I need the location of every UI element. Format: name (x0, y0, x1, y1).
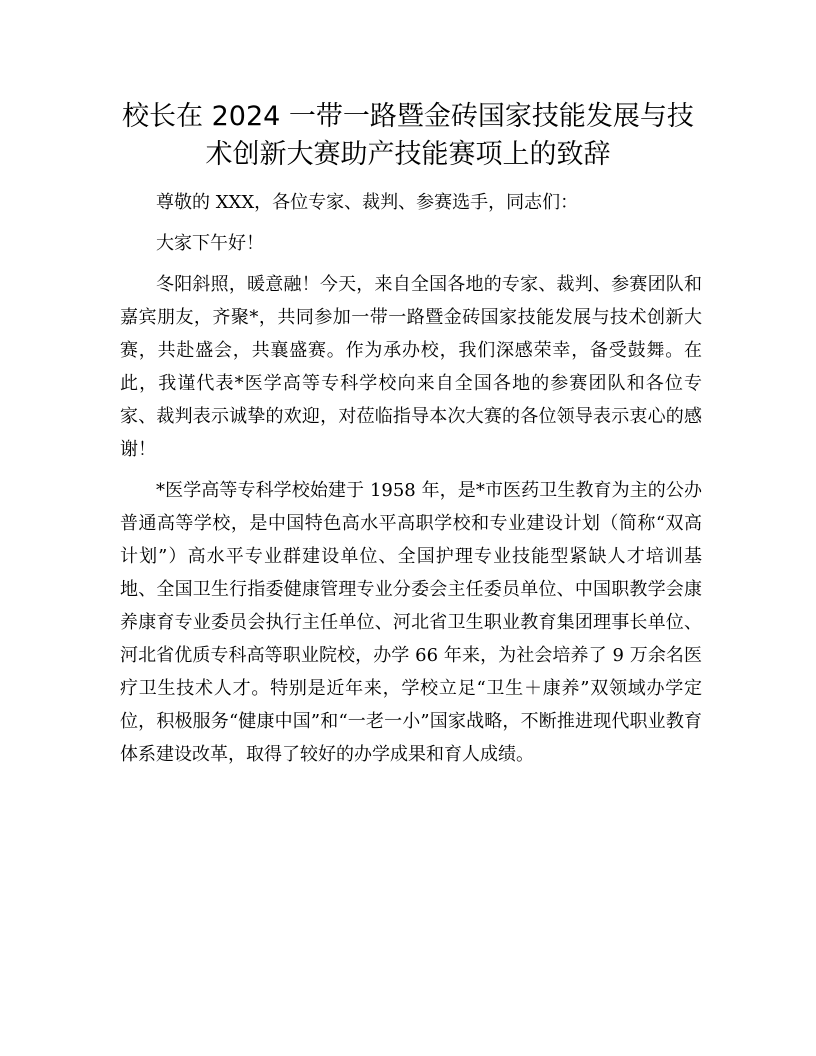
school-introduction-paragraph: *医学高等专科学校始建于 1958 年，是*市医药卫生教育为主的公办普通高等学校，是中国特色高水平高职学校和专业建设计划（简称“双高计划”）高水平专业群建设单位、全国护理专业技能型紧缺人才培训基地、全国卫生行指委健康管理专业分委会主任委员单位、中国职教学会康养康育专业委员会执行主任单位、河北省卫生职业教育集团理事长单位、河北省优质专科高等职业院校，办学 66 年来，为社会培养了 9 万余名医疗卫生技术人才。特别是近年来，学校立足“卫生＋康养”双领域办学定位，积极服务“健康中国”和“一老一小”国家战略，不断推进现代职业教育体系建设改革，取得了较好的办学成果和育人成绩。 (120, 480, 702, 765)
greeting-paragraph: 大家下午好！ (156, 233, 264, 254)
welcome-paragraph: 冬阳斜照，暖意融！今天，来自全国各地的专家、裁判、参赛团队和嘉宾朋友，齐聚*，共同参加一带一路暨金砖国家技能发展与技术创新大赛，共赴盛会，共襄盛赛。作为承办校，我们深感荣幸，备受鼓舞。在此，我谨代表*医学高等专科学校向来自全国各地的参赛团队和各位专家、裁判表示诚挚的欢迎，对莅临指导本次大赛的各位领导表示衷心的感谢！ (120, 274, 702, 460)
salutation-paragraph: 尊敬的 XXX，各位专家、裁判、参赛选手，同志们： (156, 192, 579, 213)
document-title: 校长在 2024 一带一路暨金砖国家技能发展与技术创新大赛助产技能赛项上的致辞 (122, 101, 694, 170)
document-body (120, 186, 702, 771)
